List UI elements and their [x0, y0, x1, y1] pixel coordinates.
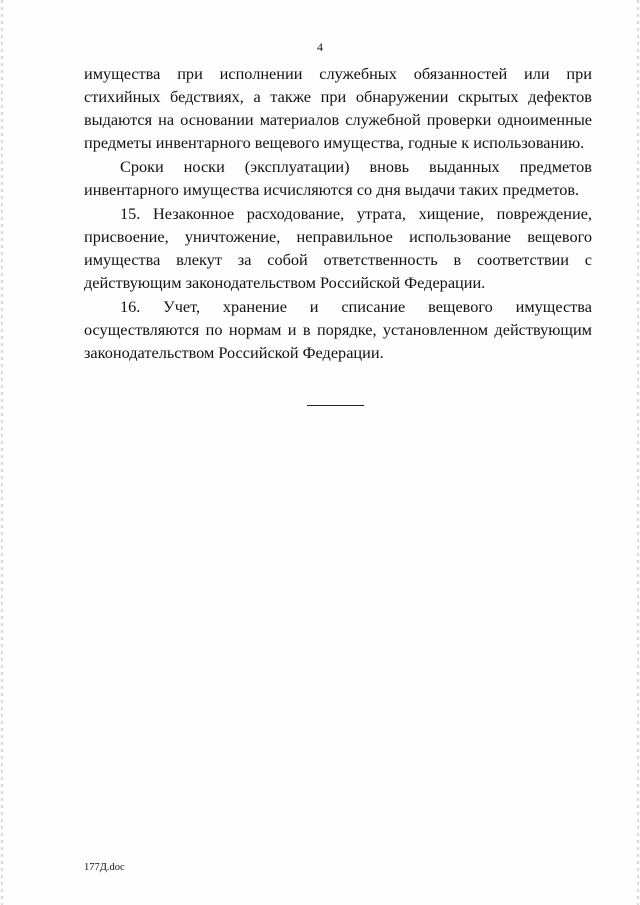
scan-edge-left — [1, 0, 3, 905]
paragraph-16: 16. Учет, хранение и списание вещевого имущества осуществляются по нормам и в порядке, установленном действующим законодательством Российской Федерации. — [84, 297, 592, 362]
footer-filename: 177Д.doc — [84, 862, 125, 873]
paragraph-continuation: имущества при исполнении служебных обязанностей или при стихийных бедствиях, а также при обнаружении скрытых дефектов выдаются на основании материалов служебной проверки одноименные предметы инвентарного вещевого имущества, годные к использованию. — [84, 64, 592, 152]
paragraph-15: 15. Незаконное расходование, утрата, хищение, повреждение, присвоение, уничтожение, неправильное использование вещевого имущества влекут за собой ответственность в соответствии с действующим законодательством Российской Федерации. — [84, 204, 592, 292]
document-body — [84, 62, 592, 365]
paragraph-wear-periods: Сроки носки (эксплуатации) вновь выданных предметов инвентарного имущества исчисляются со дня выдачи таких предметов. — [84, 157, 592, 199]
end-separator-line — [307, 405, 364, 406]
page-number: 4 — [317, 40, 323, 54]
scan-edge-right — [637, 0, 639, 905]
